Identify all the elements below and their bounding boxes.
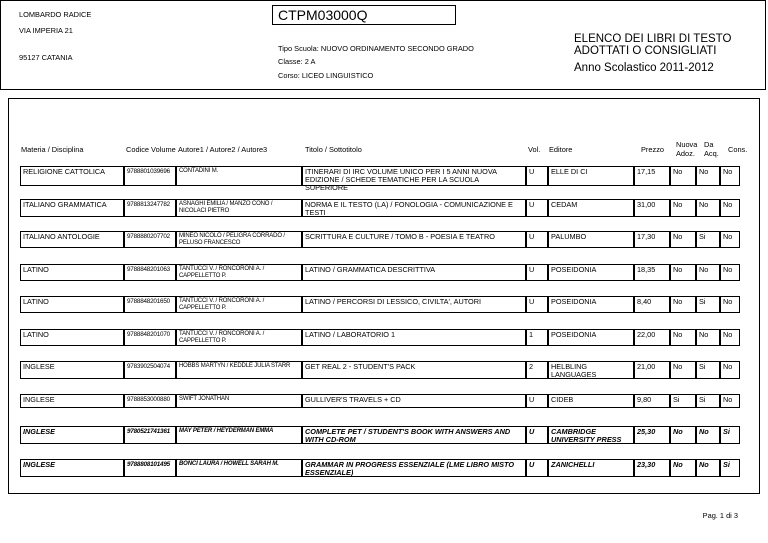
table-row [20, 394, 750, 408]
school-code: CTPM03000Q [272, 5, 456, 25]
document-title-line1: ELENCO DEI LIBRI DI TESTO [574, 33, 732, 45]
col-nuova: Nuova Adoz. [676, 140, 698, 158]
table-row [20, 426, 750, 444]
cell-codice: 9783902504074 [124, 361, 176, 379]
cell-materia: ITALIANO ANTOLOGIE [20, 231, 124, 248]
col-autori: Autore1 / Autore2 / Autore3 [178, 145, 268, 154]
table-row [20, 199, 750, 217]
col-materia: Materia / Disciplina [21, 145, 84, 154]
col-prezzo: Prezzo [641, 145, 665, 154]
cell-autori: TANTUCCI V. / RONCORONI A. / CAPPELLETTO P. [176, 264, 302, 281]
cell-autori: SWIFT JONATHAN [176, 394, 302, 408]
cell-autori: HOBBS MARTYN / KEDDLE JULIA STARR [176, 361, 302, 379]
cell-editore: CAMBRIDGE UNIVERSITY PRESS [548, 426, 634, 444]
cell-materia: ITALIANO GRAMMATICA [20, 199, 124, 217]
cell-nuova: No [670, 361, 696, 379]
classe: Classe: 2 A [278, 57, 316, 66]
cell-da: No [696, 264, 720, 281]
cell-codice: 9788848201070 [124, 329, 176, 346]
cell-nuova: No [670, 199, 696, 217]
col-da: Da Acq. [704, 140, 719, 158]
table-row [20, 459, 750, 477]
cell-codice: 9788801039696 [124, 166, 176, 186]
cell-nuova: Si [670, 394, 696, 408]
cell-materia: RELIGIONE CATTOLICA [20, 166, 124, 186]
cell-autori: BONCI LAURA / HOWELL SARAH M. [176, 459, 302, 477]
col-cons: Cons. [728, 145, 748, 154]
cell-vol: 2 [526, 361, 548, 379]
cell-cons: No [720, 394, 740, 408]
cell-prezzo: 9,80 [634, 394, 670, 408]
table-row [20, 264, 750, 281]
cell-prezzo: 25,30 [634, 426, 670, 444]
cell-titolo: ITINERARI DI IRC VOLUME UNICO PER I 5 ANNI NUOVA EDIZIONE / SCHEDE TEMATICHE PER LA SCUOLA SUPERIORE [302, 166, 526, 186]
cell-cons: Si [720, 426, 740, 444]
col-titolo: Titolo / Sottotitolo [305, 145, 362, 154]
cell-vol: U [526, 394, 548, 408]
cell-editore: ELLE DI CI [548, 166, 634, 186]
cell-titolo: LATINO / PERCORSI DI LESSICO, CIVILTA', AUTORI [302, 296, 526, 313]
cell-vol: U [526, 459, 548, 477]
anno-scolastico: Anno Scolastico 2011-2012 [574, 62, 714, 74]
cell-codice: 9788813247782 [124, 199, 176, 217]
cell-codice: 9788880207702 [124, 231, 176, 248]
cell-nuova: No [670, 166, 696, 186]
cell-nuova: No [670, 231, 696, 248]
cell-titolo: GULLIVER'S TRAVELS + CD [302, 394, 526, 408]
cell-prezzo: 23,30 [634, 459, 670, 477]
table-row [20, 296, 750, 313]
cell-autori: CONTADINI M. [176, 166, 302, 186]
cell-cons: No [720, 231, 740, 248]
cell-cons: Si [720, 459, 740, 477]
cell-da: No [696, 329, 720, 346]
cell-autori: TANTUCCI V. / RONCORONI A. / CAPPELLETTO P. [176, 329, 302, 346]
cell-prezzo: 17,30 [634, 231, 670, 248]
cell-materia: INGLESE [20, 459, 124, 477]
cell-vol: U [526, 166, 548, 186]
cell-vol: U [526, 231, 548, 248]
cell-editore: CEDAM [548, 199, 634, 217]
cell-materia: LATINO [20, 296, 124, 313]
cell-materia: INGLESE [20, 361, 124, 379]
cell-materia: INGLESE [20, 426, 124, 444]
cell-titolo: GET REAL 2 - STUDENT'S PACK [302, 361, 526, 379]
document-title-line2: ADOTTATI O CONSIGLIATI [574, 45, 717, 57]
cell-da: No [696, 166, 720, 186]
cell-materia: LATINO [20, 329, 124, 346]
cell-prezzo: 8,40 [634, 296, 670, 313]
cell-autori: MINEO NICOLO / PELIGRA CORRADO / PELUSO FRANCESCO [176, 231, 302, 248]
cell-cons: No [720, 264, 740, 281]
cell-codice: 9788808101495 [124, 459, 176, 477]
cell-nuova: No [670, 459, 696, 477]
cell-prezzo: 31,00 [634, 199, 670, 217]
school-city: 95127 CATANIA [19, 53, 73, 62]
col-vol: Vol. [528, 145, 541, 154]
table-row [20, 231, 750, 248]
cell-codice: 9788848201650 [124, 296, 176, 313]
table-row [20, 329, 750, 346]
cell-prezzo: 21,00 [634, 361, 670, 379]
cell-editore: POSEIDONIA [548, 264, 634, 281]
cell-autori: ASNAGHI EMILIA / MANZO CONO / NICOLACI PIETRO [176, 199, 302, 217]
cell-editore: POSEIDONIA [548, 296, 634, 313]
cell-cons: No [720, 199, 740, 217]
cell-cons: No [720, 296, 740, 313]
cell-materia: LATINO [20, 264, 124, 281]
cell-editore: PALUMBO [548, 231, 634, 248]
cell-cons: No [720, 329, 740, 346]
cell-da: No [696, 199, 720, 217]
cell-codice: 9788853000880 [124, 394, 176, 408]
table-row [20, 361, 750, 379]
col-editore: Editore [549, 145, 573, 154]
cell-da: Si [696, 296, 720, 313]
cell-codice: 9788848201063 [124, 264, 176, 281]
cell-da: Si [696, 361, 720, 379]
cell-autori: MAY PETER / HEYDERMAN EMMA [176, 426, 302, 444]
cell-vol: U [526, 426, 548, 444]
cell-vol: U [526, 264, 548, 281]
cell-nuova: No [670, 296, 696, 313]
cell-cons: No [720, 166, 740, 186]
cell-da: Si [696, 231, 720, 248]
cell-autori: TANTUCCI V. / RONCORONI A. / CAPPELLETTO P. [176, 296, 302, 313]
cell-nuova: No [670, 264, 696, 281]
cell-prezzo: 22,00 [634, 329, 670, 346]
cell-nuova: No [670, 426, 696, 444]
cell-titolo: LATINO / GRAMMATICA DESCRITTIVA [302, 264, 526, 281]
school-address: VIA IMPERIA 21 [19, 26, 73, 35]
cell-vol: U [526, 296, 548, 313]
cell-titolo: LATINO / LABORATORIO 1 [302, 329, 526, 346]
cell-editore: POSEIDONIA [548, 329, 634, 346]
cell-editore: HELBLING LANGUAGES [548, 361, 634, 379]
cell-editore: CIDEB [548, 394, 634, 408]
school-name: LOMBARDO RADICE [19, 10, 92, 19]
cell-vol: 1 [526, 329, 548, 346]
cell-cons: No [720, 361, 740, 379]
col-codice: Codice Volume [126, 145, 176, 154]
tipo-scuola: Tipo Scuola: NUOVO ORDINAMENTO SECONDO GRADO [278, 44, 474, 53]
cell-titolo: GRAMMAR IN PROGRESS ESSENZIALE (LME LIBRO MISTO ESSENZIALE) [302, 459, 526, 477]
cell-editore: ZANICHELLI [548, 459, 634, 477]
cell-titolo: NORMA E IL TESTO (LA) / FONOLOGIA - COMUNICAZIONE E TESTI [302, 199, 526, 217]
cell-da: No [696, 459, 720, 477]
cell-vol: U [526, 199, 548, 217]
cell-codice: 9780521741361 [124, 426, 176, 444]
cell-da: No [696, 426, 720, 444]
cell-titolo: SCRITTURA E CULTURE / TOMO B - POESIA E TEATRO [302, 231, 526, 248]
page-number: Pag. 1 di 3 [702, 511, 738, 520]
table-row [20, 166, 750, 192]
cell-prezzo: 18,35 [634, 264, 670, 281]
cell-prezzo: 17,15 [634, 166, 670, 186]
cell-materia: INGLESE [20, 394, 124, 408]
corso: Corso: LICEO LINGUISTICO [278, 71, 374, 80]
cell-titolo: COMPLETE PET / STUDENT'S BOOK WITH ANSWERS AND WITH CD-ROM [302, 426, 526, 444]
cell-nuova: No [670, 329, 696, 346]
cell-da: Si [696, 394, 720, 408]
